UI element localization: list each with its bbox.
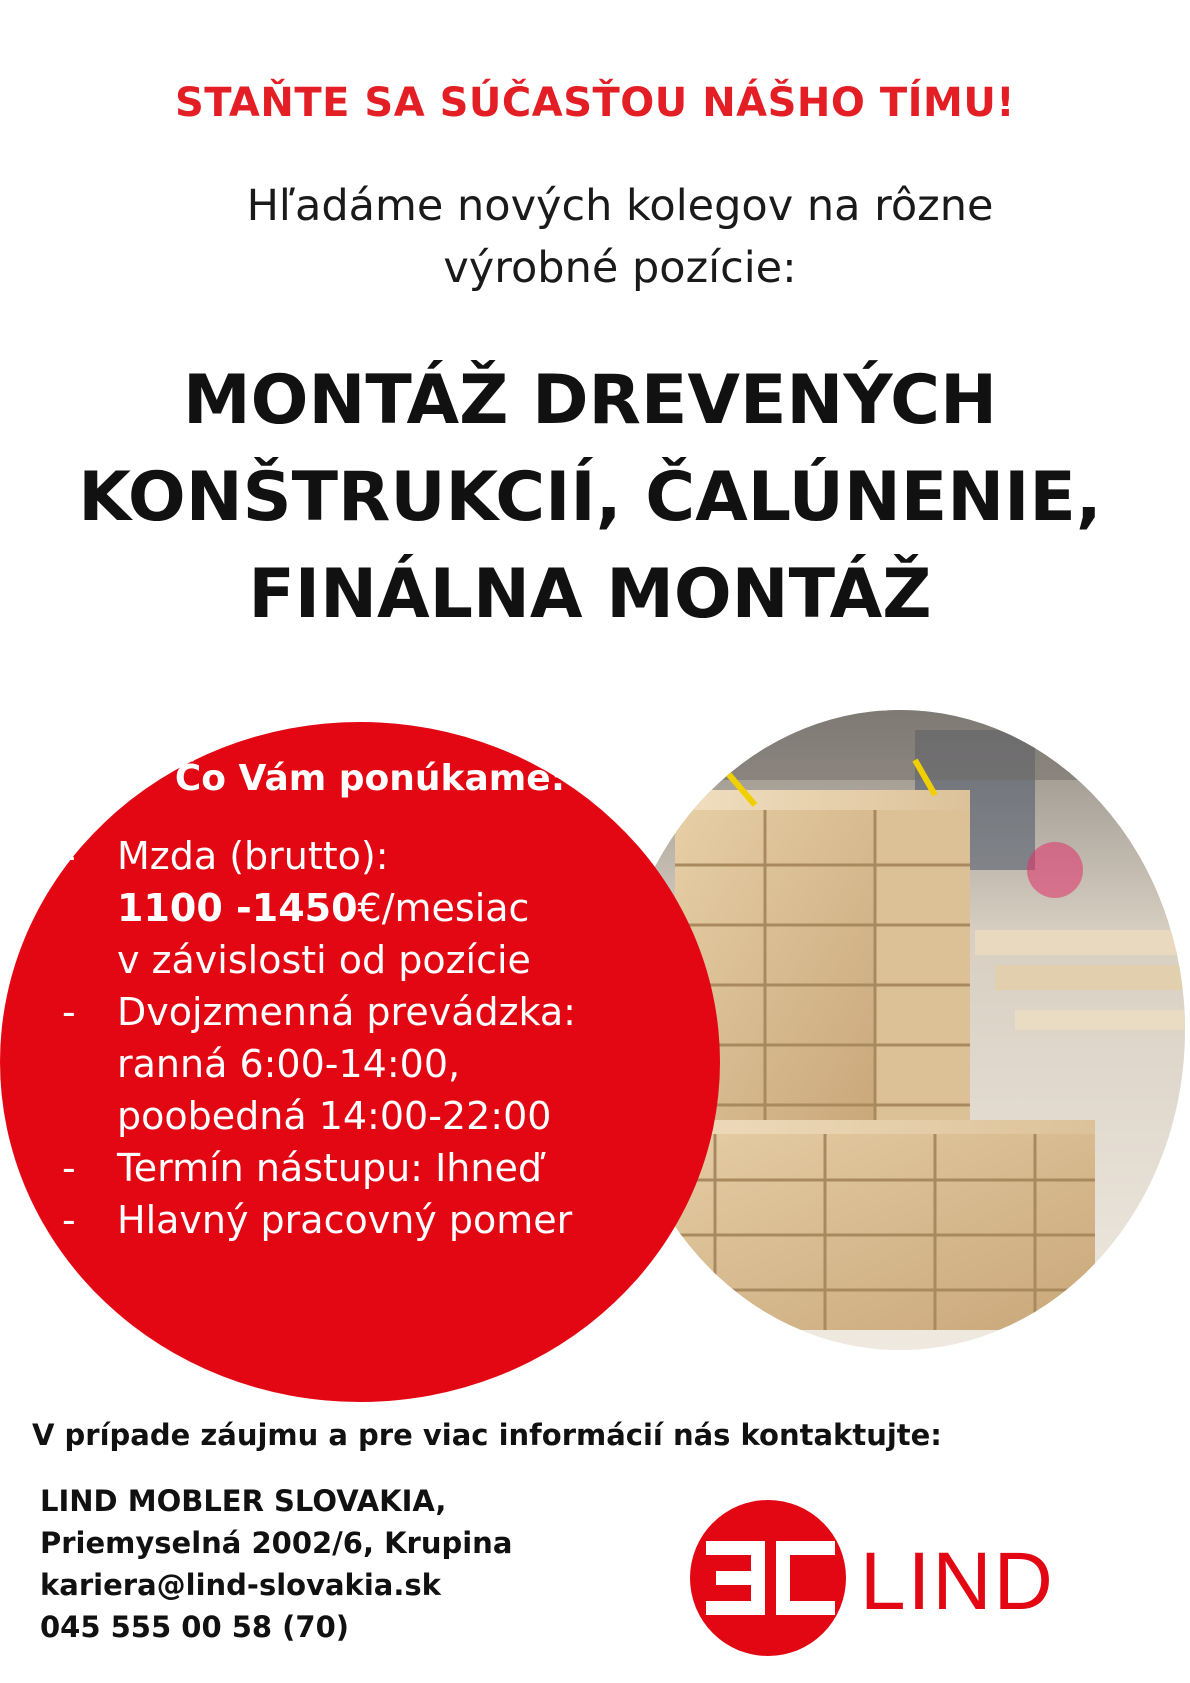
offer-heading: Čo Vám ponúkame: [174, 758, 566, 799]
street-address: Priemyselná 2002/6, Krupina [40, 1526, 513, 1560]
offer-list [62, 830, 662, 1246]
salary-range [117, 882, 662, 934]
title-line-1: MONTÁŽ DREVENÝCH [183, 361, 997, 440]
intro-line-2: výrobné pozície: [443, 243, 797, 293]
bullet-dash: - [62, 1146, 76, 1190]
shifts-label: Dvojzmenná prevádzka: [117, 990, 576, 1034]
phone-number: 045 555 00 58 (70) [40, 1610, 350, 1644]
title-line-2: KONŠTRUKCIÍ, ČALÚNENIE, [78, 458, 1102, 537]
contact-prompt: V prípade záujmu a pre viac informácií nás kontaktujte: [32, 1418, 942, 1452]
bullet-dash: - [62, 990, 76, 1034]
position-title [40, 352, 1140, 643]
title-line-3: FINÁLNA MONTÁŽ [248, 555, 932, 634]
logo-mark-icon [688, 1498, 858, 1658]
offer-item-contract [62, 1194, 662, 1246]
offer-item-shifts [62, 986, 662, 1142]
morning-shift: ranná 6:00-14:00, [117, 1042, 461, 1086]
salary-amount: 1100 -1450 [117, 886, 358, 930]
headline: STAŇTE SA SÚČASŤOU NÁŠHO TÍMU! [174, 80, 1016, 126]
salary-note: v závislosti od pozície [117, 938, 531, 982]
contract-type: Hlavný pracovný pomer [117, 1198, 573, 1242]
intro-line-1: Hľadáme nových kolegov na rôzne [246, 181, 994, 231]
contact-block [40, 1480, 640, 1648]
bullet-dash: - [62, 834, 76, 878]
start-date: Termín nástupu: Ihneď [117, 1146, 542, 1190]
offer-item-start [62, 1142, 662, 1194]
email-link[interactable]: kariera@lind-slovakia.sk [40, 1568, 441, 1602]
company-name: LIND MOBLER SLOVAKIA, [40, 1484, 447, 1518]
salary-label: Mzda (brutto): [117, 834, 389, 878]
logo-wordmark: LIND [860, 1536, 1055, 1627]
afternoon-shift: poobedná 14:00-22:00 [117, 1094, 552, 1138]
bullet-dash: - [62, 1198, 76, 1242]
intro-text [160, 175, 1080, 299]
salary-unit: €/mesiac [357, 886, 530, 930]
offer-item-salary [62, 830, 662, 986]
